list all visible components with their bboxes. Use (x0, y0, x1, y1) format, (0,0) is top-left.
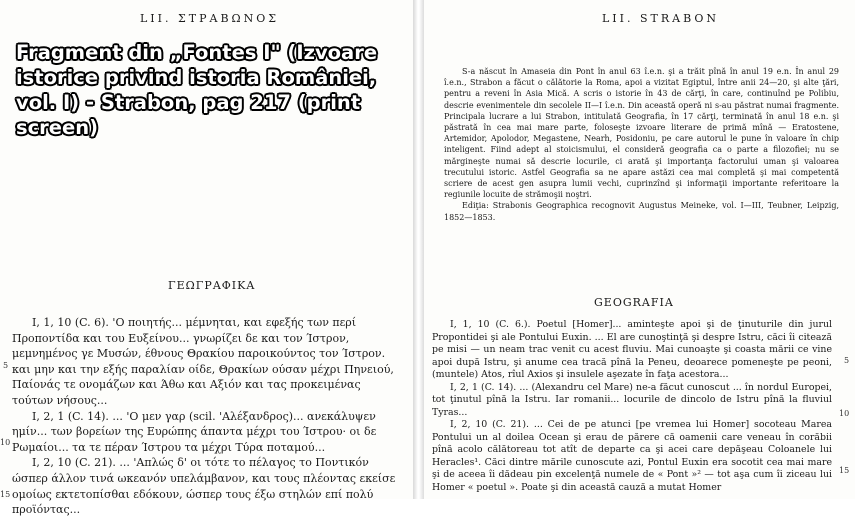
right-margin-number-5: 5 (844, 356, 850, 365)
intro-text (444, 66, 839, 223)
translation-paragraph-3: I, 2, 10 (C. 21). ... Cei de pe atunci [pe vremea lui Homer] socoteau Marea Pontului un al doilea Ocean şi erau de părere că oamenii care veneau în corăbii pînă acolo călătoreau tot atît de departe ca şi acei care depăşeau Coloanele lui Heracles¹. Căci dintre mările cunoscute azi, Pontul Euxin era socotit cea mai mare şi de aceea îi dădeau pin excelenţă numele de « Pont »² — tot aşa cum îi ziceau lui Homer « poetul ». Poate şi din această cauză a mutat Homer (432, 419, 832, 493)
left-margin-number-10: 10 (0, 438, 11, 447)
intro-paragraph-1: S-a născut în Amaseia din Pont în anul 63 î.e.n. şi a trăit pînă în anul 19 e.n. În anul 29 î.e.n., Strabon a făcut o călătorie la Roma, apoi a vizitat Egiptul, între anii 24—20, şi alte ţări, pentru a reveni în Asia Mică. A scris o istorie în 43 de cărţi, în care, continuînd pe Polibiu, descrie evenimentele din secolele II—I î.e.n. Din această operă ni s-au păstrat numai fragmente. Principala lucrare a lui Strabon, intitulată Geografia, în 17 cărţi, terminată în anul 18 e.n. şi păstrată în cea mai mare parte, foloseşte izvoare literare de primă mînă — Eratostene, Artemidor, Apolodor, Megastene, Nearh, Posidoniu, pe care autorul le pune în valoare în chip inteligent. Fiind adept al stoicismului, el consideră geografia ca o parte a filozofiei; nu se mărgineşte numai să descrie locurile, ci arată şi importanţa factorului uman şi valoarea trecutului istoric. Astfel Geografia sa ne apare astăzi cea mai completă şi mai competentă scriere de acest gen asupra lumii vechi, cuprinzînd şi informaţii importante referitoare la regiunile locuite de strămoşii noştri. (444, 67, 839, 200)
left-margin-number-5: 5 (3, 361, 9, 370)
right-margin-number-15: 15 (839, 466, 850, 475)
intro-paragraph-2: Ediţia: Strabonis Geographica recognovit Augustus Meineke, vol. I—III, Teubner, Leipzig, 1852—1853. (444, 201, 839, 222)
translation-paragraph-2: I, 2, 1 (C. 14). ... (Alexandru cel Mare) ne-a făcut cunoscut ... în nordul Europei, tot ţinutul pînă la Istru. Iar romanii... locurile de dincolo de Istru pînă la fluviul Tyras... (432, 381, 832, 418)
translation-paragraph-1: I, 1, 10 (C. 6.). Poetul [Homer]... aminteşte apoi şi de ţinuturile din jurul Propontidei şi ale Pontului Euxin. ... El are cunoştinţă şi despre Istru, căci îi citează pe misi — un neam trac venit cu acest fluviu. Mai cunoaşte şi coasta mării ce vine apoi după Istru, şi anume cea tracă pînă la Peneu, deoarece pomeneşte pe peoni, (muntele) Atos, rîul Axios şi insulele aşezate în faţa acestora... (432, 319, 832, 380)
greek-text (12, 315, 396, 518)
greek-paragraph-3: I, 2, 10 (C. 21). ... 'Απλώς δ' οι τότε το πέλαγος το Ποντικόν ώσπερ άλλον τινά ωκεανόν υπελάμβανον, και τους πλέοντας εκείσε ομοίως εκτετοπίσθαι εδόκουν, ώσπερ τους έξω στηλών επί πολύ προϊόντας... (12, 456, 396, 517)
translation-text (432, 319, 832, 494)
right-page (424, 0, 855, 499)
right-section-title: GEOGRAFIA (594, 296, 674, 309)
left-running-head: LII. ΣΤΡΑΒΩΝΟΣ (140, 12, 280, 25)
greek-paragraph-1: I, 1, 10 (C. 6). 'Ο ποιητής... μέμνηται, και εφεξής των περί Προποντίδα και του Ευξείνου... γνωρίζει δε και τον Ίστρον, μεμνημένος γε Μυσών, έθνους Θρακίου παροικούντος τον Ίστρον. και μην και την εξής παραλίαν οίδε, Θρακίων ούσαν μέχρι Πηνειού, Παίονάς τε ονομάζων και Άθω και Αξιόν και τας προκειμένας τούτων νήσους... (12, 316, 394, 407)
right-margin-number-10: 10 (839, 409, 850, 418)
greek-paragraph-2: I, 2, 1 (C. 14). ... 'Ο μεν γαρ (scil. 'Αλέξανδρος)... ανεκάλυψεν ημίν... των βορείων της Ευρώπης άπαντα μέχρι του Ίστρου· οι δε Ρωμαίοι... τα τε πέραν Ίστρου τα μέχρι Τύρα ποταμού... (12, 409, 377, 454)
left-margin-number-15: 15 (0, 490, 11, 499)
right-running-head: LII. STRABON (602, 12, 720, 25)
left-section-title: ΓΕΩΓΡΑΦΙΚΑ (168, 279, 256, 292)
overlay-caption: Fragment din „Fontes I" (Izvoare istorice privind istoria României, vol. I) - Strabon, pag 217 (print screen) (16, 41, 378, 139)
